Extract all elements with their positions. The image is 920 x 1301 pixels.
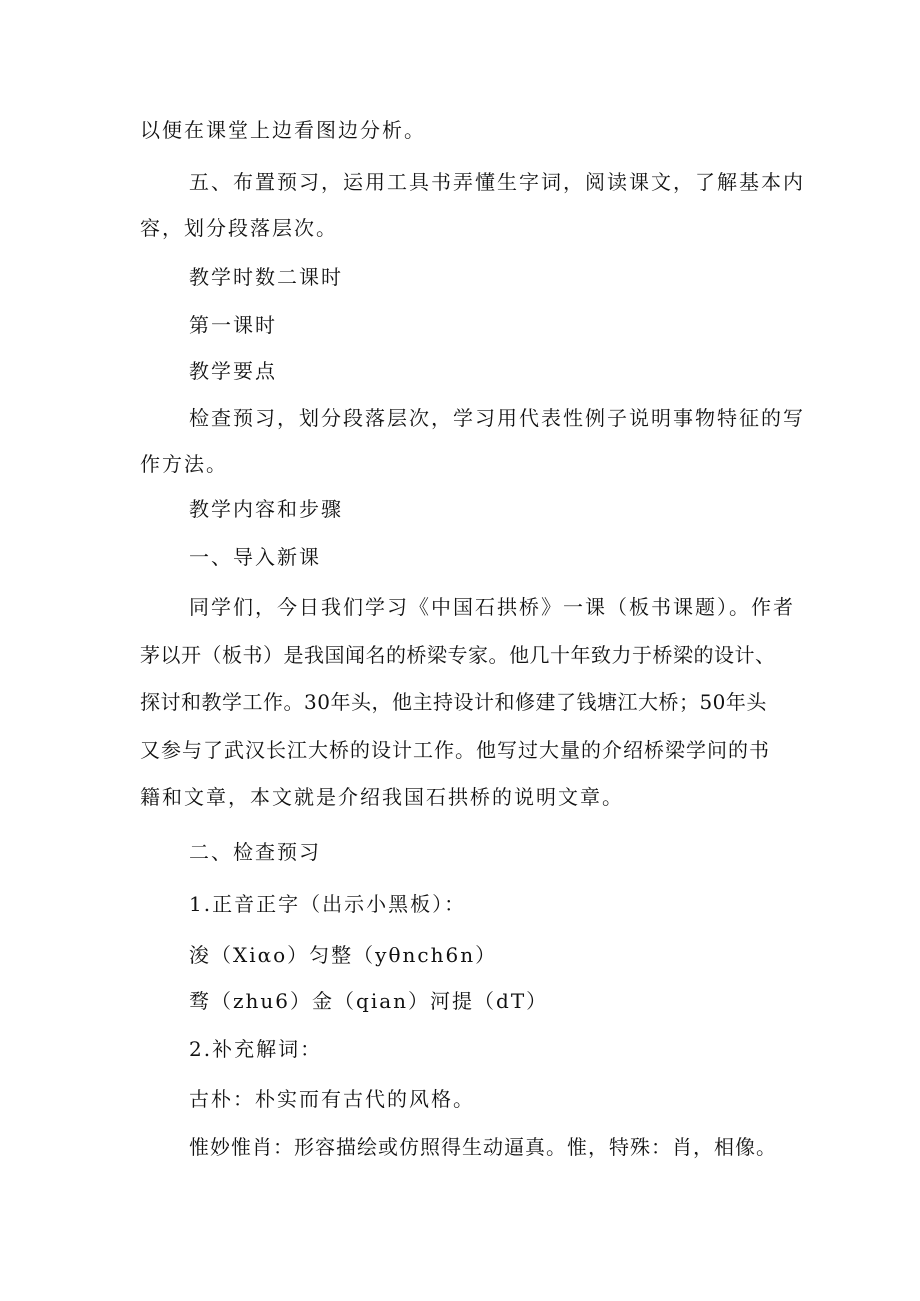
text-line: 探讨和教学工作。30年头，他主持设计和修建了钱塘江大桥；50年头 bbox=[140, 690, 767, 714]
text-line: 2.补充解词： bbox=[189, 1037, 323, 1061]
text-line: 教学时数二课时 bbox=[189, 265, 343, 289]
text-line: 浚（Xiαo）匀整（yθnch6n） bbox=[189, 943, 498, 967]
text-line: 籍和文章，本文就是介绍我国石拱桥的说明文章。 bbox=[140, 785, 624, 809]
text-line: 检查预习，划分段落层次，学习用代表性例子说明事物特征的写 bbox=[189, 406, 805, 430]
text-line: 教学内容和步骤 bbox=[189, 497, 343, 521]
text-line: 第一课时 bbox=[189, 313, 277, 337]
text-line: 又参与了武汉长江大桥的设计工作。他写过大量的介绍桥梁学问的书 bbox=[140, 738, 770, 762]
text-line: 容，划分段落层次。 bbox=[140, 216, 338, 240]
text-line: 骛（zhu6）金（qian）河提（dT） bbox=[189, 989, 549, 1013]
text-line: 茅以开（板书）是我国闻名的桥梁专家。他几十年致力于桥梁的设计、 bbox=[140, 643, 776, 667]
text-line: 惟妙惟肖：形容描绘或仿照得生动逼真。惟，特殊：肖，相像。 bbox=[189, 1135, 777, 1159]
text-line: 以便在课堂上边看图边分析。 bbox=[140, 118, 426, 142]
text-line: 教学要点 bbox=[189, 359, 277, 383]
text-line: 古朴：朴实而有古代的风格。 bbox=[189, 1087, 475, 1111]
text-line: 作方法。 bbox=[140, 452, 228, 476]
text-line: 1.正音正字（出示小黑板）： bbox=[189, 892, 467, 916]
text-line: 二、检查预习 bbox=[189, 840, 321, 864]
text-line: 同学们，今日我们学习《中国石拱桥》一课（板书课题）。作者 bbox=[189, 595, 795, 619]
text-line: 一、导入新课 bbox=[189, 545, 321, 569]
text-line: 五、布置预习，运用工具书弄懂生字词，阅读课文，了解基本内 bbox=[189, 170, 805, 194]
